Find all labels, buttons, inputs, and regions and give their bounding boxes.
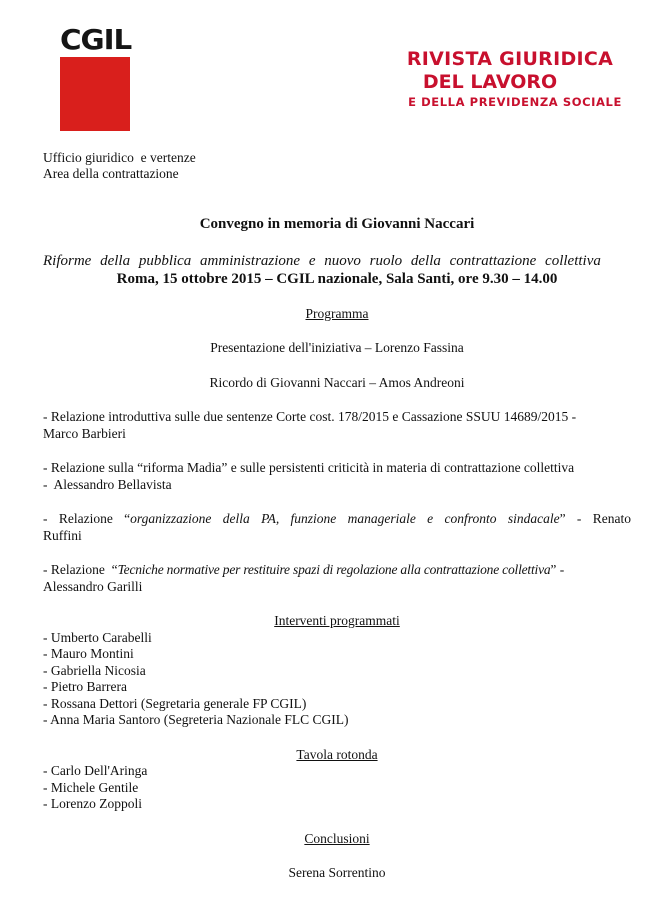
cgil-logo-red-block xyxy=(60,57,130,131)
magazine-line3: E DELLA PREVIDENZA SOCIALE xyxy=(408,95,622,109)
relazione-item xyxy=(43,460,631,493)
list-item: - Mauro Montini xyxy=(43,646,134,661)
magazine-line1: RIVISTA GIURIDICA xyxy=(406,48,614,70)
relazione-title: Tecniche normative per restituire spazi di regolazione alla contrattazione collettiva xyxy=(117,562,551,577)
tavola-heading: Tavola rotonda xyxy=(296,746,378,762)
conclusioni-speaker: Serena Sorrentino xyxy=(288,865,386,880)
list-item: - Anna Maria Santoro (Segreteria Nazionale FLC CGIL) xyxy=(43,712,349,727)
relazione-suffix: ” - Renato xyxy=(559,511,631,526)
list-item: - Gabriella Nicosia xyxy=(43,662,146,678)
relazione-speaker: - Alessandro Bellavista xyxy=(43,476,172,492)
list-item: - Michele Gentile xyxy=(43,779,139,795)
relazione-text: - Relazione introduttiva sulle due sentenze Corte cost. 178/2015 e Cassazione SSUU 14689/2015 - xyxy=(43,409,577,424)
magazine-logo xyxy=(380,48,640,110)
relazione-text: - Relazione sulla “riforma Madia” e sulle persistenti criticità in materia di contrattazione collettiva xyxy=(43,460,575,475)
relazione-speaker: Alessandro Garilli xyxy=(43,578,143,594)
interventi-list xyxy=(43,630,631,729)
relazione-title: organizzazione della PA, funzione manageriale e confronto sindacale xyxy=(130,511,560,526)
office-line1: Ufficio giuridico e vertenze xyxy=(43,150,196,165)
event-subtitle: Riforme della pubblica amministrazione e nuovo ruolo della contrattazione collettiva xyxy=(43,252,601,269)
list-item: - Rossana Dettori (Segretaria generale FP CGIL) xyxy=(43,695,307,711)
magazine-line2: DEL LAVORO xyxy=(422,71,558,93)
cgil-logo-text: CGIL xyxy=(60,23,132,56)
cgil-logo xyxy=(60,25,130,131)
relazione-item xyxy=(43,562,631,595)
document-body xyxy=(43,216,631,882)
list-item: - Carlo Dell'Aringa xyxy=(43,763,148,778)
relazione-speaker: Ruffini xyxy=(43,527,82,543)
office-line2: Area della contrattazione xyxy=(43,166,179,181)
list-item: - Umberto Carabelli xyxy=(43,629,152,645)
programma-opening-2: Ricordo di Giovanni Naccari – Amos Andreoni xyxy=(209,374,465,390)
programma-heading: Programma xyxy=(305,305,369,321)
relazione-suffix: ” - xyxy=(550,562,565,577)
relazione-item xyxy=(43,409,631,442)
relazione-text: - Relazione “ xyxy=(43,562,118,577)
relazione-text: - Relazione “ xyxy=(43,511,131,526)
event-title: Convegno in memoria di Giovanni Naccari xyxy=(199,216,475,232)
office-block xyxy=(43,150,196,182)
list-item: - Pietro Barrera xyxy=(43,679,127,694)
tavola-list xyxy=(43,763,631,813)
relazione-item xyxy=(43,511,631,528)
relazione-speaker: Marco Barbieri xyxy=(43,425,126,441)
event-dateline: Roma, 15 ottobre 2015 – CGIL nazionale, Sala Santi, ore 9.30 – 14.00 xyxy=(116,270,558,287)
interventi-heading: Interventi programmati xyxy=(274,613,400,628)
conclusioni-heading: Conclusioni xyxy=(304,830,370,846)
programma-opening-1: Presentazione dell'iniziativa – Lorenzo Fassina xyxy=(210,340,464,355)
list-item: - Lorenzo Zoppoli xyxy=(43,796,142,811)
